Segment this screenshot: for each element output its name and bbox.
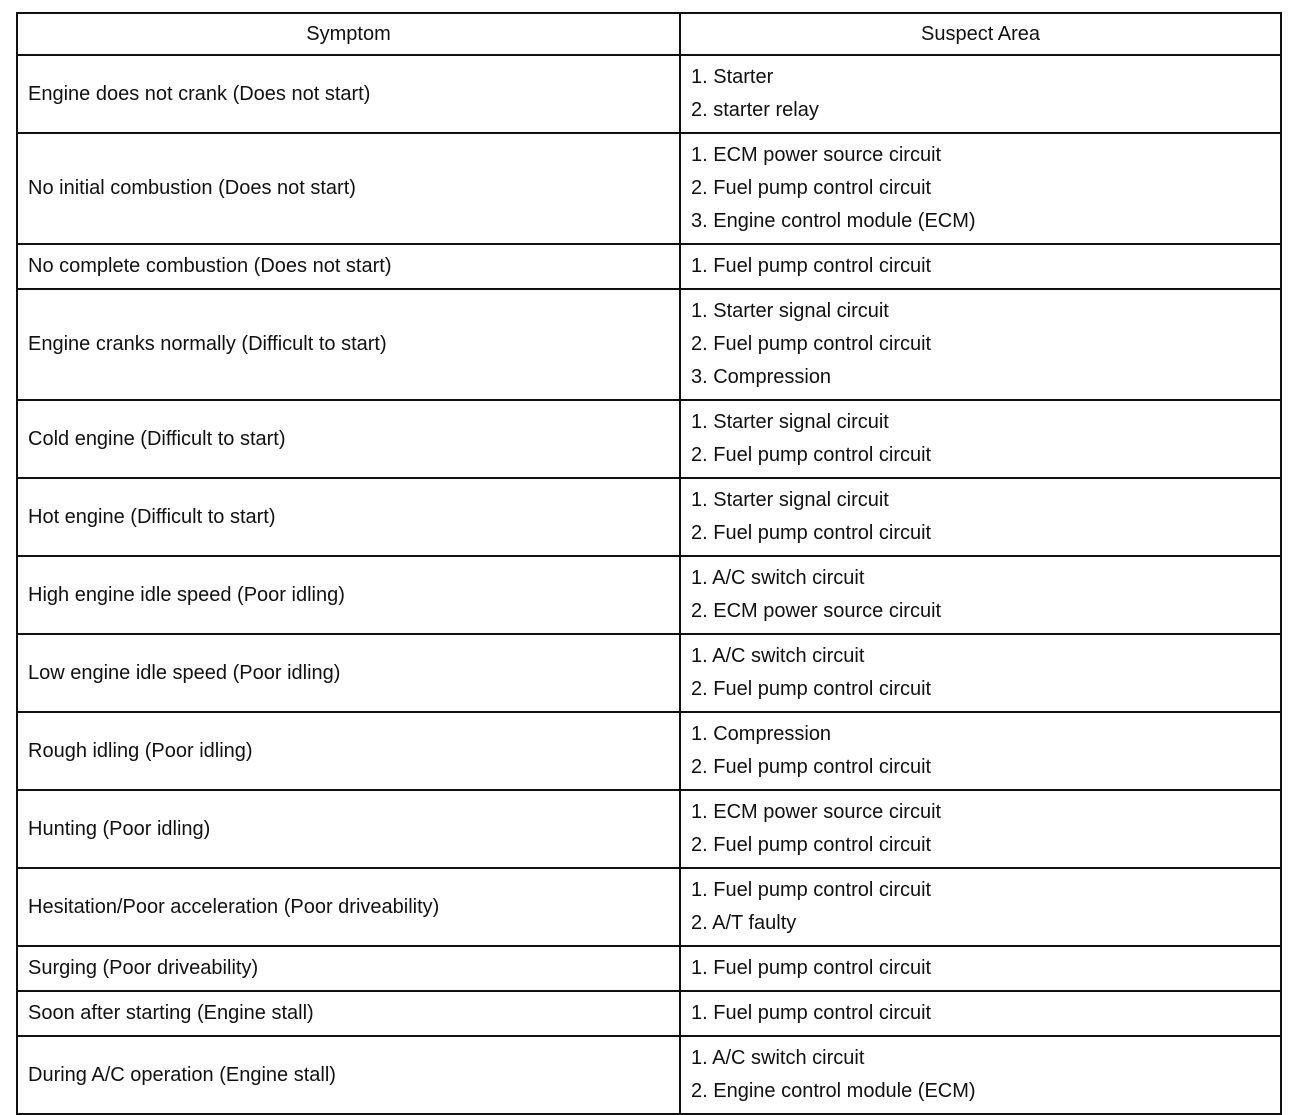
suspect-item: 1. Fuel pump control circuit [691, 255, 932, 277]
suspect-area-cell [680, 712, 1281, 790]
table-row [17, 55, 1281, 133]
suspect-list [691, 952, 1270, 985]
suspect-item: 2. Fuel pump control circuit [691, 522, 932, 544]
table-row [17, 1036, 1281, 1114]
symptom-cell: Hesitation/Poor acceleration (Poor driveability) [17, 868, 680, 946]
suspect-item: 2. Fuel pump control circuit [691, 756, 932, 778]
suspect-item: 1. A/C switch circuit [691, 1047, 865, 1069]
suspect-area-cell [680, 790, 1281, 868]
suspect-area-cell [680, 244, 1281, 289]
suspect-item: 1. Starter [691, 66, 774, 88]
suspect-area-cell [680, 400, 1281, 478]
symptom-cell: Surging (Poor driveability) [17, 946, 680, 991]
suspect-item: 1. Compression [691, 723, 832, 745]
suspect-item: 3. Engine control module (ECM) [691, 210, 976, 232]
table-row [17, 400, 1281, 478]
suspect-list [691, 406, 1270, 472]
suspect-item: 1. Starter signal circuit [691, 489, 889, 511]
suspect-list [691, 61, 1270, 127]
suspect-list [691, 484, 1270, 550]
table-body [17, 55, 1281, 1114]
table-row [17, 991, 1281, 1036]
suspect-item: 1. Fuel pump control circuit [691, 879, 932, 901]
symptom-cell: Hot engine (Difficult to start) [17, 478, 680, 556]
troubleshooting-document [16, 12, 1280, 1115]
suspect-area-cell [680, 991, 1281, 1036]
suspect-item: 1. Starter signal circuit [691, 411, 889, 433]
suspect-area-cell [680, 478, 1281, 556]
table-header [17, 13, 1281, 55]
symptom-cell: Engine cranks normally (Difficult to start) [17, 289, 680, 400]
suspect-item: 2. Fuel pump control circuit [691, 177, 932, 199]
table-row [17, 790, 1281, 868]
suspect-area-cell [680, 556, 1281, 634]
suspect-item: 1. A/C switch circuit [691, 567, 865, 589]
suspect-list [691, 874, 1270, 940]
suspect-item: 2. Fuel pump control circuit [691, 678, 932, 700]
symptom-cell: No complete combustion (Does not start) [17, 244, 680, 289]
suspect-list [691, 796, 1270, 862]
symptom-cell: Engine does not crank (Does not start) [17, 55, 680, 133]
symptom-cell: During A/C operation (Engine stall) [17, 1036, 680, 1114]
suspect-item: 2. Engine control module (ECM) [691, 1080, 976, 1102]
suspect-item: 2. Fuel pump control circuit [691, 834, 932, 856]
suspect-area-cell [680, 634, 1281, 712]
suspect-list [691, 562, 1270, 628]
suspect-list [691, 295, 1270, 394]
suspect-list [691, 640, 1270, 706]
suspect-item: 1. A/C switch circuit [691, 645, 865, 667]
symptom-cell: Hunting (Poor idling) [17, 790, 680, 868]
table-row [17, 133, 1281, 244]
suspect-item: 3. Compression [691, 366, 832, 388]
symptom-cell: No initial combustion (Does not start) [17, 133, 680, 244]
table-row [17, 868, 1281, 946]
symptom-cell: Cold engine (Difficult to start) [17, 400, 680, 478]
symptom-cell: High engine idle speed (Poor idling) [17, 556, 680, 634]
symptom-cell: Soon after starting (Engine stall) [17, 991, 680, 1036]
table-row [17, 478, 1281, 556]
suspect-area-cell [680, 289, 1281, 400]
table-row [17, 244, 1281, 289]
table-row [17, 556, 1281, 634]
table-row [17, 634, 1281, 712]
suspect-list [691, 139, 1270, 238]
suspect-area-cell [680, 55, 1281, 133]
table-row [17, 712, 1281, 790]
suspect-area-cell [680, 946, 1281, 991]
suspect-item: 2. A/T faulty [691, 912, 797, 934]
suspect-list [691, 718, 1270, 784]
table-row [17, 289, 1281, 400]
symptom-cell: Low engine idle speed (Poor idling) [17, 634, 680, 712]
header-row [17, 13, 1281, 55]
symptom-cell: Rough idling (Poor idling) [17, 712, 680, 790]
suspect-item: 2. Fuel pump control circuit [691, 444, 932, 466]
suspect-area-cell [680, 868, 1281, 946]
suspect-item: 2. Fuel pump control circuit [691, 333, 932, 355]
suspect-item: 1. Starter signal circuit [691, 300, 889, 322]
suspect-item: 1. ECM power source circuit [691, 801, 942, 823]
suspect-item: 2. starter relay [691, 99, 819, 121]
suspect-item: 1. ECM power source circuit [691, 144, 942, 166]
suspect-item: 1. Fuel pump control circuit [691, 957, 932, 979]
suspect-item: 1. Fuel pump control circuit [691, 1002, 932, 1024]
symptom-suspect-table [16, 12, 1282, 1115]
header-suspect-area: Suspect Area [680, 13, 1281, 55]
header-symptom: Symptom [17, 13, 680, 55]
suspect-area-cell [680, 1036, 1281, 1114]
suspect-list [691, 1042, 1270, 1108]
suspect-list [691, 997, 1270, 1030]
suspect-area-cell [680, 133, 1281, 244]
table-row [17, 946, 1281, 991]
suspect-item: 2. ECM power source circuit [691, 600, 942, 622]
suspect-list [691, 250, 1270, 283]
